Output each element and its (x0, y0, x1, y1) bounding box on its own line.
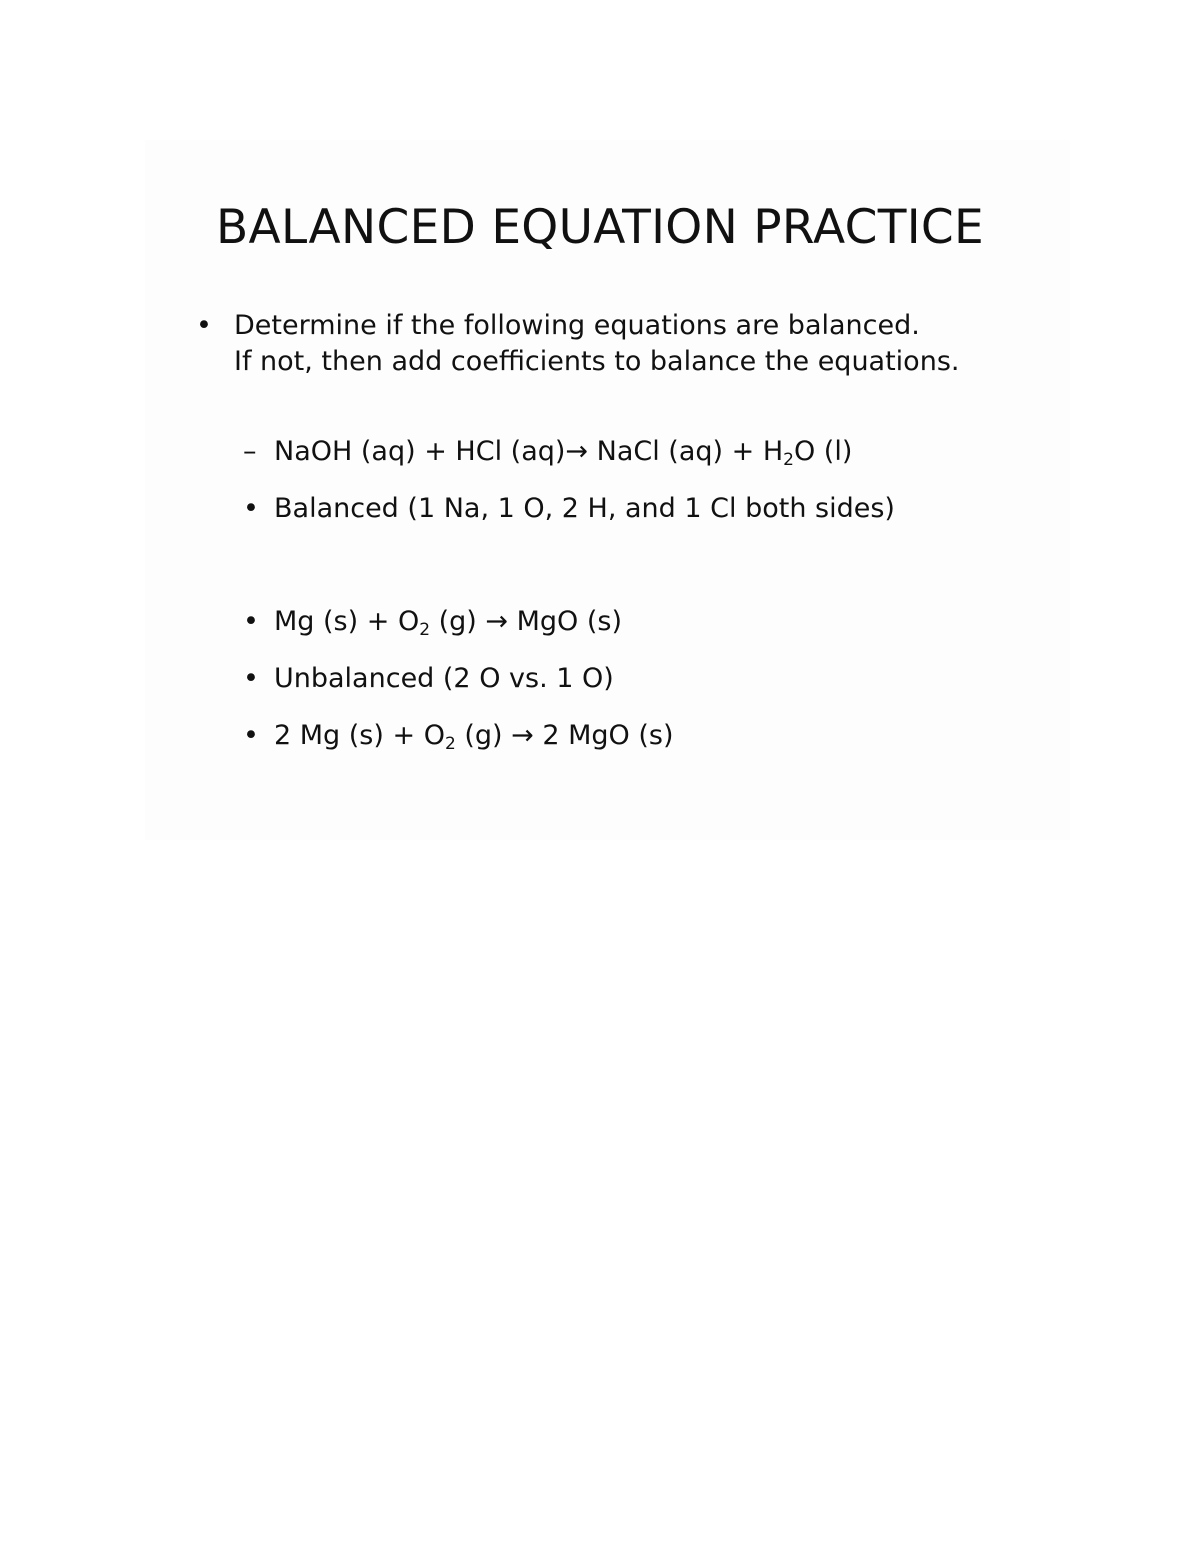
bullet-marker: • (243, 606, 259, 637)
answer-text: Balanced (1 Na, 1 O, 2 H, and 1 Cl both sides) (274, 493, 895, 524)
bullet-marker: • (243, 663, 259, 694)
equation-part: O (l) (793, 436, 853, 467)
dash-marker: – (243, 436, 257, 467)
answer-text: Unbalanced (2 O vs. 1 O) (274, 663, 614, 694)
equation-part: NaOH (aq) + HCl (aq)→ NaCl (aq) + H (274, 436, 784, 467)
subscript: 2 (783, 450, 794, 470)
equation-text (274, 434, 852, 470)
equation-text (274, 604, 622, 640)
equation-part: 2 Mg (s) + O (274, 720, 445, 751)
subscript: 2 (444, 734, 456, 754)
instruction-text (234, 308, 959, 380)
equation-part: (g) → MgO (s) (430, 606, 623, 637)
instruction-line-2: If not, then add coefficients to balance the equations. (234, 346, 960, 377)
subscript: 2 (419, 620, 431, 640)
equation-part: Mg (s) + O (274, 606, 420, 637)
bullet-marker: • (243, 493, 259, 524)
instruction-line-1: Determine if the following equations are balanced. (234, 310, 920, 341)
equation-text (274, 718, 674, 754)
equation-part: (g) → 2 MgO (s) (455, 720, 674, 751)
page-title: BALANCED EQUATION PRACTICE (216, 200, 984, 255)
bullet-marker: • (196, 310, 212, 341)
bullet-marker: • (243, 720, 259, 751)
